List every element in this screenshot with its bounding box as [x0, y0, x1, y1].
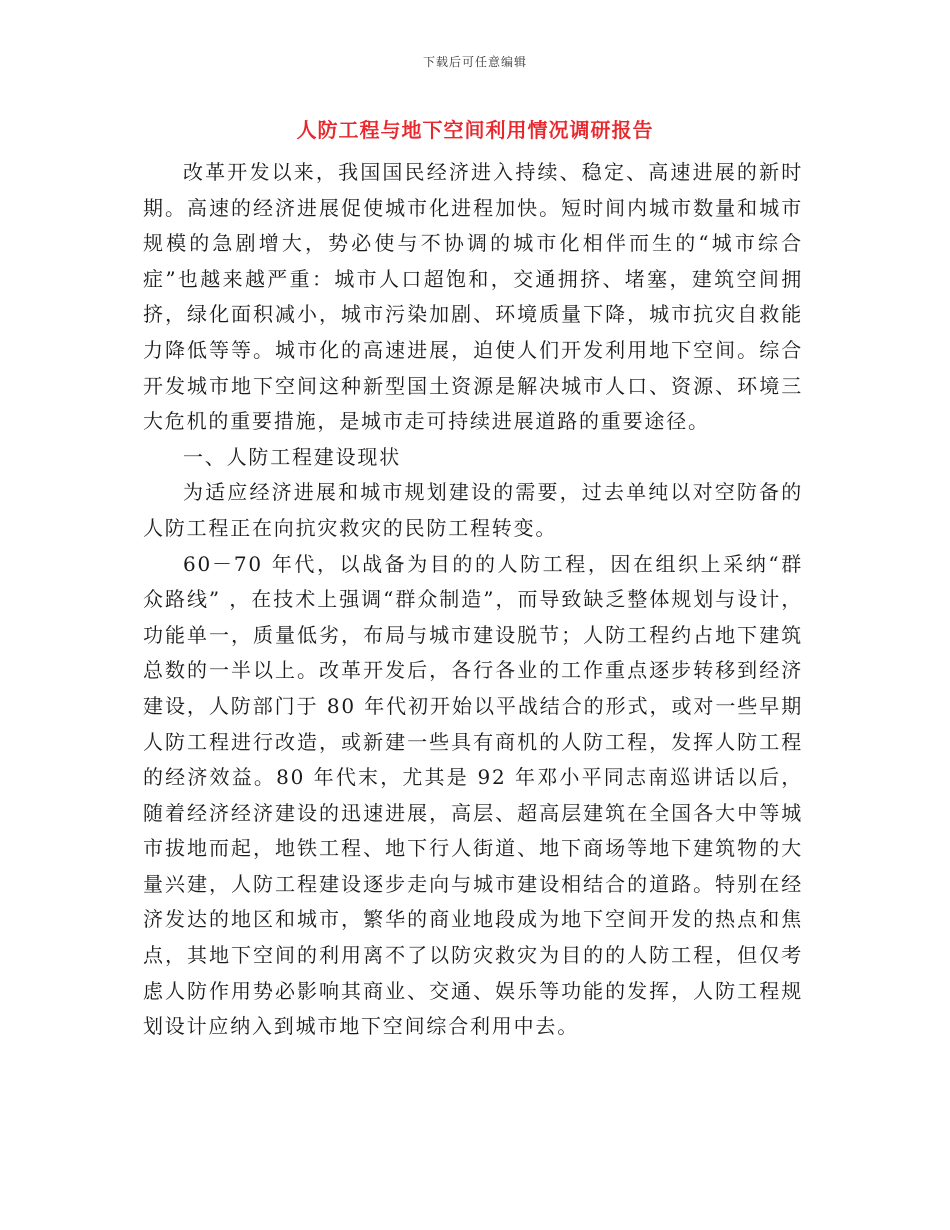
header-note: 下载后可任意编辑 [422, 55, 527, 69]
section-heading: 一、人防工程建设现状 [183, 444, 401, 469]
document-body [143, 155, 803, 1045]
paragraph-history: 60－70 年代，以战备为目的的人防工程，因在组织上采纳“群众路线” ，在技术上强调“群众制造”，而导致缺乏整体规划与设计，功能单一，质量低劣，布局与城市建设脱节；人防工程约占地下建筑总数的一半以上。改革开发后，各行各业的工作重点逐步转移到经济建设，人防部门于 80 年代初开始以平战结合的形式，或对一些早期人防工程进行改造，或新建一些具有商机的人防工程，发挥人防工程的经济效益。80 年代末，尤其是 92 年邓小平同志南巡讲话以后，随着经济经济建设的迅速进展，高层、超高层建筑在全国各大中等城市拔地而起，地铁工程、地下行人街道、地下商场等地下建筑物的大量兴建，人防工程建设逐步走向与城市建设相结合的道路。特别在经济发达的地区和城市，繁华的商业地段成为地下空间开发的热点和焦点，其地下空间的利用离不了以防灾救灾为目的的人防工程，但仅考虑人防作用势必影响其商业、交通、娱乐等功能的发挥，人防工程规划设计应纳入到城市地下空间综合利用中去。 [143, 551, 803, 1039]
paragraph-intro: 改革开发以来，我国国民经济进入持续、稳定、高速进展的新时期。高速的经济进展促使城市化进程加快。短时间内城市数量和城市规模的急剧增大，势必使与不协调的城市化相伴而生的“城市综合症”也越来越严重：城市人口超饱和，交通拥挤、堵塞，建筑空间拥挤，绿化面积减小，城市污染加剧、环境质量下降，城市抗灾自救能力降低等等。城市化的高速进展，迫使人们开发利用地下空间。综合开发城市地下空间这种新型国土资源是解决城市人口、资源、环境三大危机的重要措施，是城市走可持续进展道路的重要途径。 [143, 160, 803, 434]
document-title: 人防工程与地下空间利用情况调研报告 [296, 118, 654, 142]
paragraph-transition: 为适应经济进展和城市规划建设的需要，过去单纯以对空防备的人防工程正在向抗灾救灾的民防工程转变。 [143, 480, 803, 540]
